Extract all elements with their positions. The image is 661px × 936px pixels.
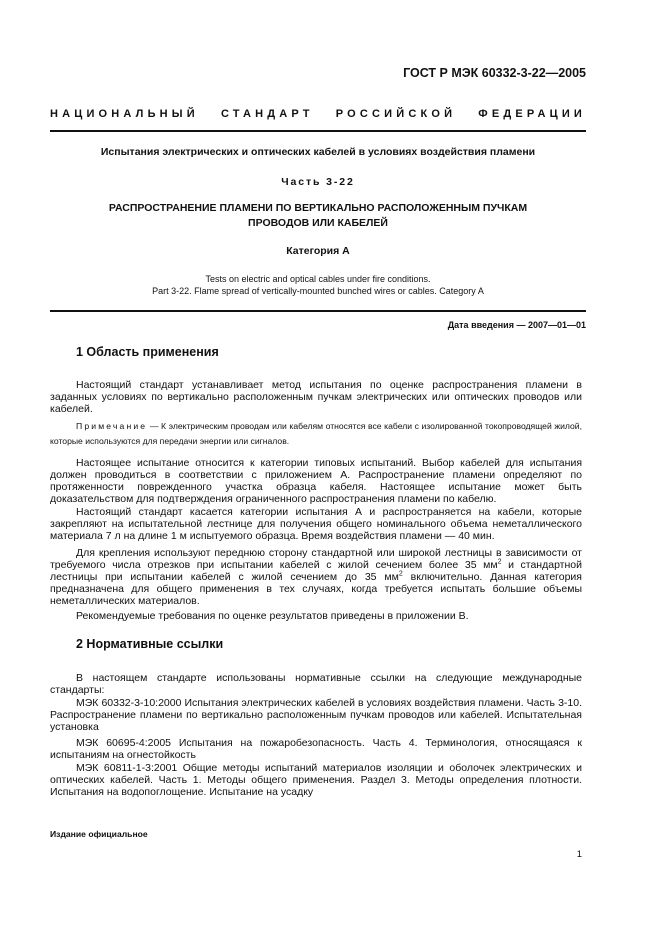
section2-heading: 2 Нормативные ссылки — [76, 637, 224, 651]
section1-paragraph2: Настоящее испытание относится к категории типовых испытаний. Выбор кабелей для испытания должен проводиться в соответствии с приложением А. Распространение пламени определяют по протяженности поврежденного участка образца кабеля. Настоящее испытание может быть доказательством для подтверждения ограниченного распространения пламени по кабелю. — [50, 457, 582, 506]
document-part: Часть 3-22 — [281, 176, 355, 188]
top-divider — [50, 130, 586, 132]
section1-paragraph4 — [50, 547, 582, 607]
effective-date: Дата введения — 2007—01—01 — [447, 320, 586, 330]
page-number: 1 — [576, 849, 582, 860]
note-text: — К электрическим проводам или кабелям относятся все кабели с изолированной токопроводящей жилой, которые используются для передачи энергии или сигналов. — [50, 421, 582, 446]
document-subject: Испытания электрических и оптических кабелей в условиях воздействия пламени — [100, 146, 536, 158]
national-standard-banner: НАЦИОНАЛЬНЫЙ СТАНДАРТ РОССИЙСКОЙ ФЕДЕРАЦИИ — [50, 108, 586, 120]
official-edition-label: Издание официальное — [50, 829, 148, 839]
section1-paragraph3: Настоящий стандарт касается категории испытания А и распространяется на кабели, которые закрепляют на испытательной лестнице для получения общего номинального объема неметаллического материала 7 л на длине 1 м испытуемого образца. Время воздействия пламени — 40 мин. — [50, 506, 582, 543]
english-title-line1: Tests on electric and optical cables under fire conditions. — [205, 274, 431, 284]
reference-item: МЭК 60695-4:2005 Испытания на пожаробезопасность. Часть 4. Терминология, относящаяся к испытаниям на огнестойкость — [50, 737, 582, 762]
p4-superscript2: 2 — [398, 570, 403, 578]
section1-paragraph5: Рекомендуемые требования по оценке результатов приведены в приложении В. — [76, 610, 469, 622]
english-title — [50, 273, 586, 297]
document-title-line2: ПРОВОДОВ ИЛИ КАБЕЛЕЙ — [248, 217, 388, 229]
section1-paragraph1: Настоящий стандарт устанавливает метод испытания по оценке распространения пламени в заданных условиях по вертикально расположенным пучкам электрических или оптических проводов или кабелей. — [50, 379, 582, 416]
english-title-line2: Part 3-22. Flame spread of vertically-mounted bunched wires or cables. Category A — [152, 286, 484, 296]
section1-note — [50, 419, 582, 449]
document-id: ГОСТ Р МЭК 60332-3-22—2005 — [403, 66, 586, 80]
note-label: Примечание — [76, 421, 148, 431]
p4-part3: включительно. Данная категория предназначена для общего применения в тех случаях, когда требуется испытать большие объемы неметаллических материалов. — [50, 571, 582, 608]
reference-item: МЭК 60332-3-10:2000 Испытания электрических кабелей в условиях воздействия пламени. Часть 3-10. Распространение пламени по вертикально расположенным пучкам проводов или кабелей. Испытательная установка — [50, 697, 582, 734]
section1-heading: 1 Область применения — [76, 345, 219, 359]
p4-part1: Для крепления используют переднюю сторону стандартной или широкой лестницы в зависимости от требуемого числа отрезков при испытании кабелей с жилой сечением более 35 мм — [50, 547, 582, 572]
middle-divider — [50, 310, 586, 312]
document-title — [50, 201, 586, 231]
p4-part2: и стандартной лестницы при испытании кабелей с жилой сечением до 35 мм — [50, 559, 582, 584]
document-category: Категория А — [286, 245, 350, 257]
document-title-line1: РАСПРОСТРАНЕНИЕ ПЛАМЕНИ ПО ВЕРТИКАЛЬНО РАСПОЛОЖЕННЫМ ПУЧКАМ — [108, 202, 528, 214]
section2-intro: В настоящем стандарте использованы нормативные ссылки на следующие международные стандарты: — [50, 672, 582, 697]
p4-superscript1: 2 — [497, 558, 502, 566]
reference-item: МЭК 60811-1-3:2001 Общие методы испытаний материалов изоляции и оболочек электрических и оптических кабелей. Часть 1. Методы общего применения. Раздел 3. Методы определения плотности. Испытания на водопоглощение. Испытание на усадку — [50, 762, 582, 799]
